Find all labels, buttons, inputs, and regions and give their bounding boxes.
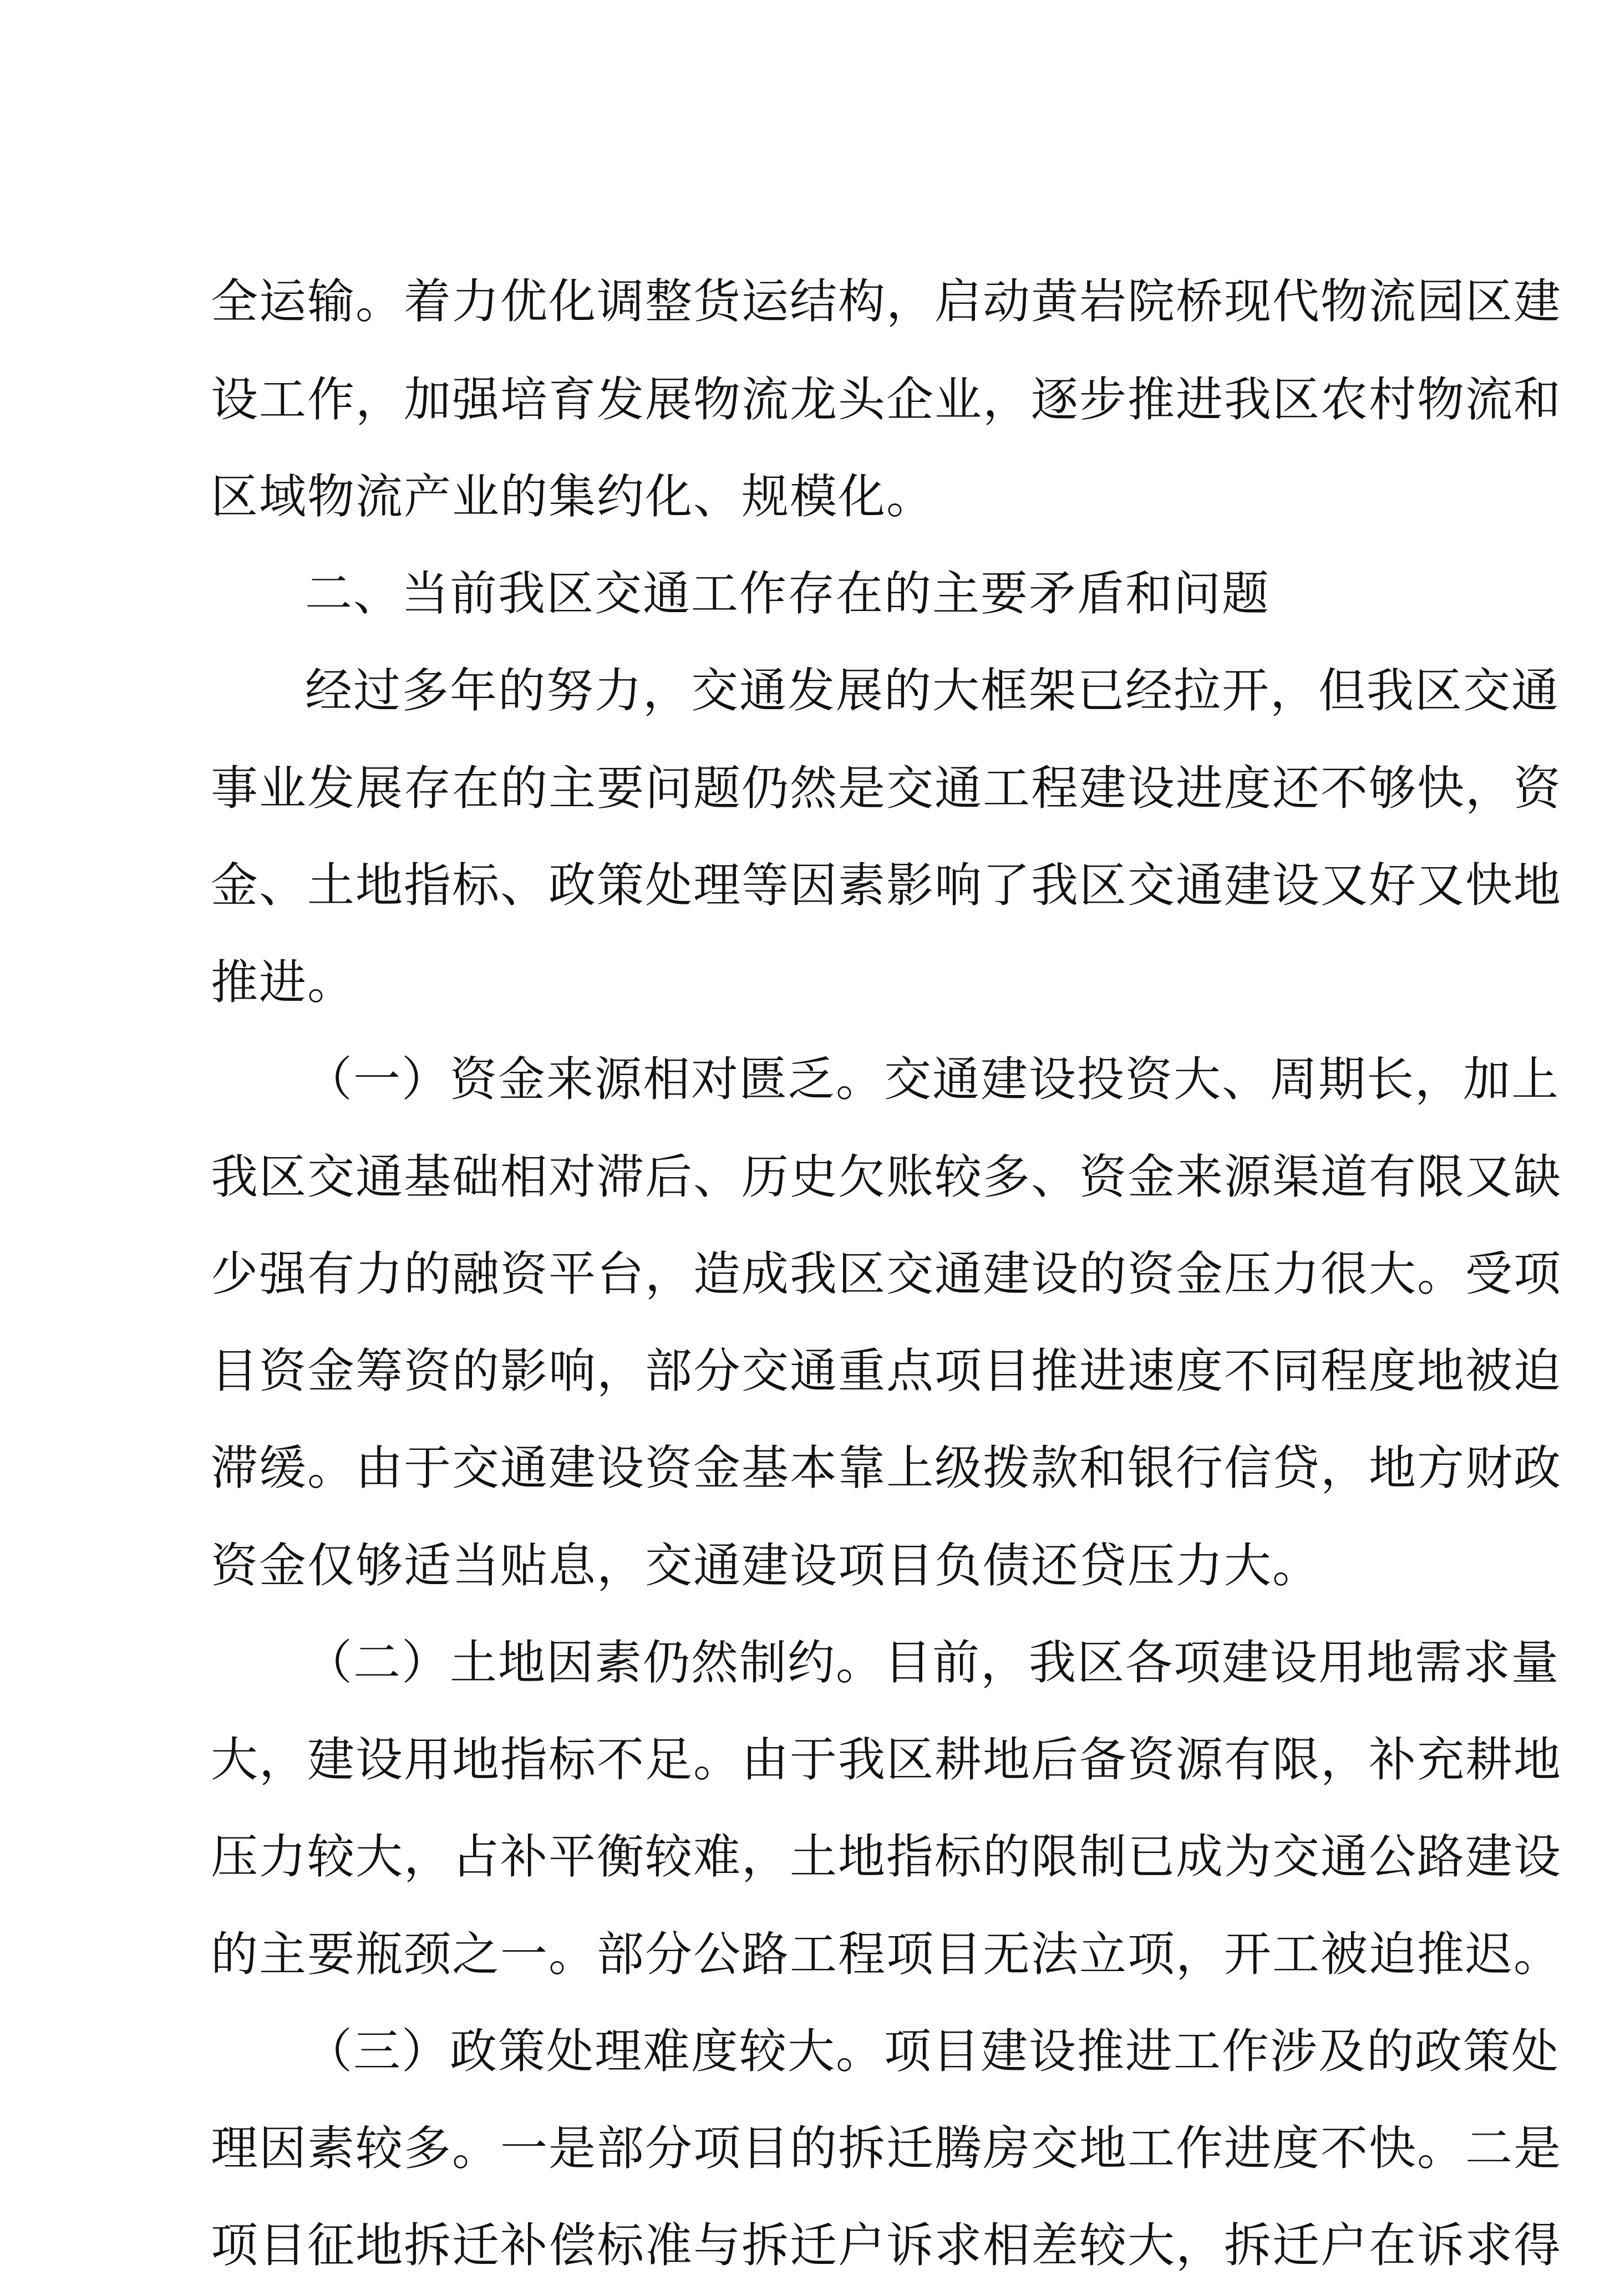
- text-line: 设工作，加强培育发展物流龙头企业，逐步推进我区农村物流和: [211, 373, 1562, 427]
- text-line: 推进。: [211, 955, 356, 1010]
- text-line: 全运输。着力优化调整货运结构，启动黄岩院桥现代物流园区建: [211, 274, 1562, 329]
- text-line: 压力较大，占补平衡较难，土地指标的限制已成为交通公路建设: [211, 1830, 1562, 1885]
- text-line: 滞缓。由于交通建设资金基本靠上级拨款和银行信贷，地方财政: [211, 1441, 1562, 1496]
- text-line: 事业发展存在的主要问题仍然是交通工程建设进度还不够快，资: [211, 761, 1562, 816]
- text-line: 经过多年的努力，交通发展的大框架已经拉开，但我区交通: [305, 664, 1560, 719]
- text-line: 项目征地拆迁补偿标准与拆迁户诉求相差较大，拆迁户在诉求得: [211, 2218, 1562, 2273]
- section-heading: 二、当前我区交通工作存在的主要矛盾和问题: [305, 567, 1271, 622]
- text-line: 资金仅够适当贴息，交通建设项目负债还贷压力大。: [211, 1539, 1321, 1594]
- text-line: 目资金筹资的影响，部分交通重点项目推进速度不同程度地被迫: [211, 1344, 1562, 1399]
- text-line: 理因素较多。一是部分项目的拆迁腾房交地工作进度不快。二是: [211, 2121, 1562, 2176]
- text-line: 少强有力的融资平台，造成我区交通建设的资金压力很大。受项: [211, 1247, 1562, 1302]
- text-line: （三）政策处理难度较大。项目建设推进工作涉及的政策处: [305, 2024, 1560, 2079]
- text-line: （一）资金来源相对匮乏。交通建设投资大、周期长，加上: [305, 1052, 1560, 1107]
- text-line: 的主要瓶颈之一。部分公路工程项目无法立项，开工被迫推迟。: [211, 1927, 1562, 1982]
- text-line: 我区交通基础相对滞后、历史欠账较多、资金来源渠道有限又缺: [211, 1150, 1562, 1205]
- text-line: 金、土地指标、政策处理等因素影响了我区交通建设又好又快地: [211, 858, 1562, 913]
- text-line: 区域物流产业的集约化、规模化。: [211, 470, 935, 525]
- text-line: 大，建设用地指标不足。由于我区耕地后备资源有限，补充耕地: [211, 1733, 1562, 1788]
- text-line: （二）土地因素仍然制约。目前，我区各项建设用地需求量: [305, 1636, 1560, 1691]
